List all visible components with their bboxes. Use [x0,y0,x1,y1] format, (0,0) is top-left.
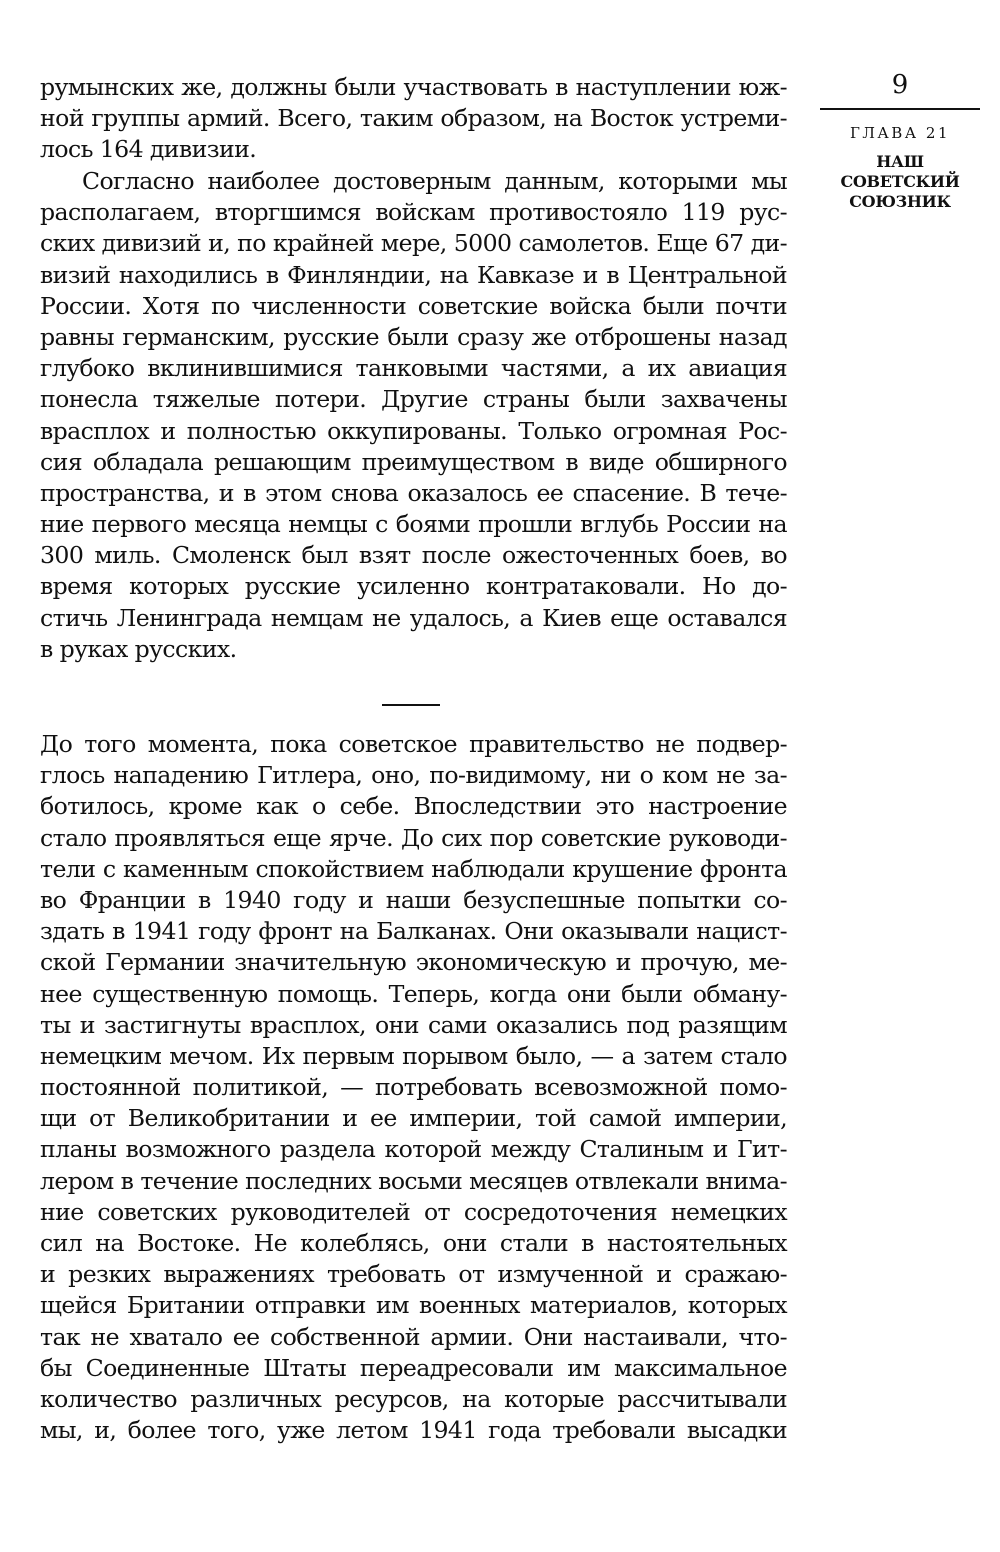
text-line: постоянной политикой, — потребовать всевозможной помо- [40,1073,787,1102]
text-line: ной группы армий. Всего, таким образом, на Восток устреми- [40,104,787,133]
text-line: нее существенную помощь. Теперь, когда они были обману- [40,979,787,1008]
text-line: ботилось, кроме как о себе. Впоследствии это настроение [40,792,787,821]
text-line: ты и застигнуты врасплох, они сами оказались под разящим [40,1010,787,1039]
text-line: бы Соединенные Штаты переадресовали им максимальное [40,1353,787,1382]
text-line: России. Хотя по численности советские войска были почти [40,291,787,320]
running-header-sidebar [820,68,980,212]
text-line: 300 миль. Смоленск был взят после ожесточенных боев, во [40,541,787,570]
text-line: Согласно наиболее достоверным данным, которыми мы [82,167,787,195]
text-line: во Франции в 1940 году и наши безуспешные попытки со- [40,885,787,914]
text-line: в руках русских. [40,634,237,663]
text-line: глубоко вклинившимися танковыми частями, а их авиация [40,354,787,383]
text-line: щейся Британии отправки им военных материалов, которых [40,1291,787,1320]
text-line: румынских же, должны были участвовать в наступлении юж- [40,73,787,101]
text-line: сия обладала решающим преимуществом в виде обширного [40,447,787,476]
paragraph-2 [40,166,787,665]
chapter-title [820,152,980,212]
chapter-title-line: НАШ [876,151,924,171]
text-line: ской Германии значительную экономическую и прочую, ме- [40,948,787,977]
text-line: щи от Великобритании и ее империи, той самой империи, [40,1104,787,1133]
text-line: так не хватало ее собственной армии. Они настаивали, что- [40,1322,787,1351]
text-line: ских дивизий и, по крайней мере, 5000 самолетов. Еще 67 ди- [40,229,787,258]
text-line: глось нападению Гитлера, оно, по-видимому, ни о ком не за- [40,761,787,790]
chapter-label: ГЛАВА 21 [849,123,951,142]
text-line: немецким мечом. Их первым порывом было, — а затем стало [40,1041,787,1070]
text-line: и резких выражениях требовать от измученной и сражаю- [40,1260,787,1289]
text-line: время которых русские усиленно контратаковали. Но до- [40,572,787,601]
page-number: 9 [891,70,909,100]
text-line: пространства, и в этом снова оказалось ее спасение. В тече- [40,478,787,507]
text-line: визий находились в Финляндии, на Кавказе и в Центральной [40,260,787,289]
text-line: ние первого месяца немцы с боями прошли вглубь России на [40,510,787,539]
text-line: понесла тяжелые потери. Другие страны были захвачены [40,385,787,414]
text-line: лось 164 дивизии. [40,135,257,164]
text-line: мы, и, более того, уже летом 1941 года требовали высадки [40,1416,787,1445]
section-divider [382,704,440,706]
paragraph-3 [40,729,787,1446]
text-line: располагаем, вторгшимся войскам противостояло 119 рус- [40,198,787,227]
sidebar-rule [820,108,980,110]
paragraph-1 [40,72,787,166]
text-line: планы возможного раздела которой между Сталиным и Гит- [40,1135,787,1164]
text-line: лером в течение последних восьми месяцев отвлекали внима- [40,1166,787,1195]
text-line: равны германским, русские были сразу же отброшены назад [40,322,787,351]
text-line: До того момента, пока советское правительство не подвер- [40,730,787,758]
text-line: ние советских руководителей от сосредоточения немецких [40,1197,787,1226]
text-line: врасплох и полностью оккупированы. Только огромная Рос- [40,416,787,445]
text-line: стичь Ленинграда немцам не удалось, а Киев еще оставался [40,603,787,632]
chapter-title-line: СОЮЗНИК [849,191,951,211]
text-line: сил на Востоке. Не колеблясь, они стали в настоятельных [40,1229,787,1257]
text-line: здать в 1941 году фронт на Балканах. Они оказывали нацист- [40,917,787,946]
text-line: количество различных ресурсов, на которые рассчитывали [40,1384,787,1413]
text-line: тели с каменным спокойствием наблюдали крушение фронта [40,854,787,883]
chapter-title-line: СОВЕТСКИЙ [840,171,960,191]
text-line: стало проявляться еще ярче. До сих пор советские руководи- [40,823,787,852]
